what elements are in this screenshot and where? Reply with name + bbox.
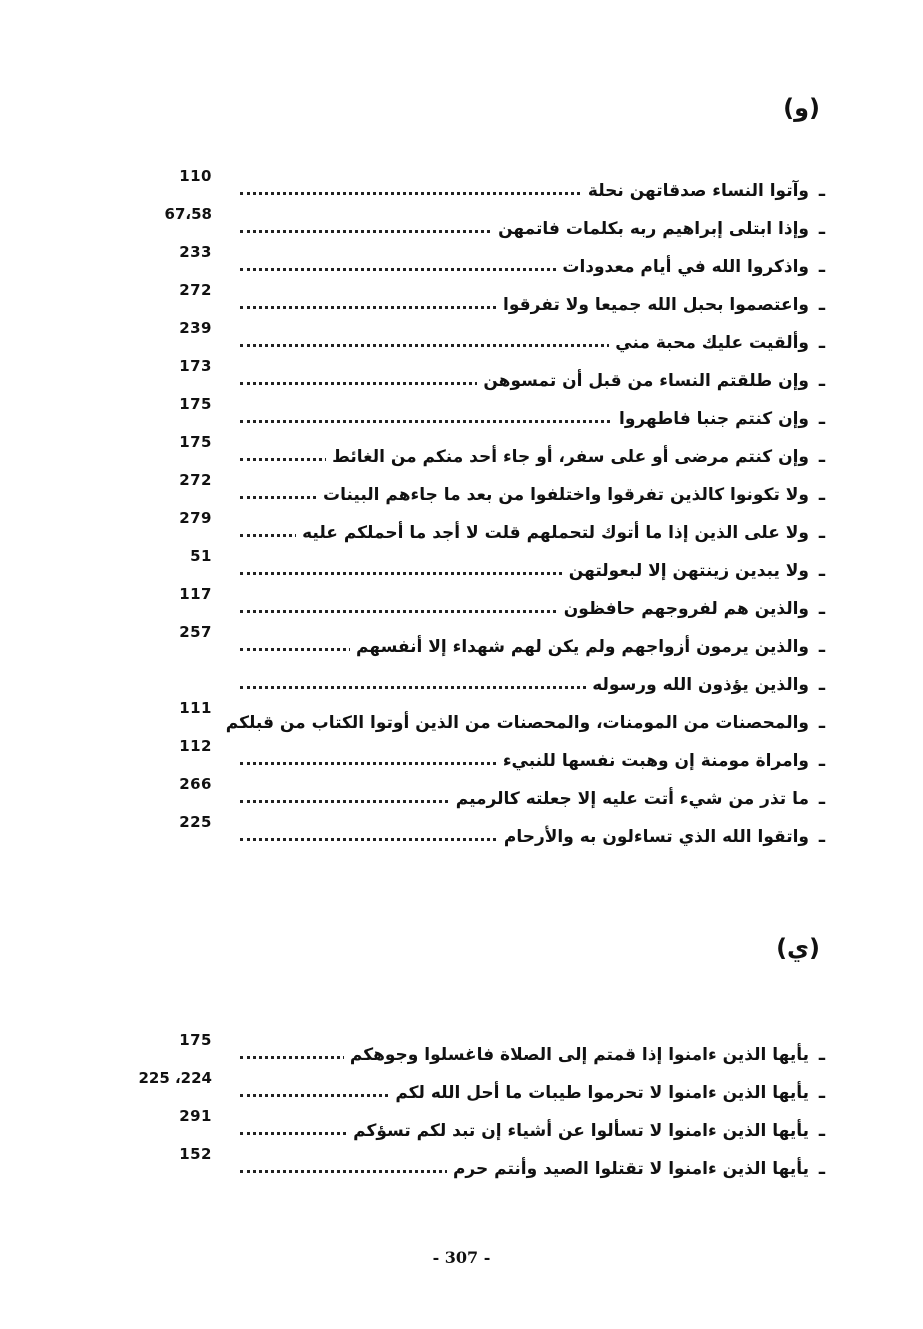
entry-text: ولا تكونوا كالذين تفرقوا واختلفوا من بعد ما جاءهم البينات [317, 480, 809, 510]
entry-bullet: ـ [818, 332, 825, 353]
index-entry [150, 509, 825, 556]
index-entry [150, 357, 825, 404]
entry-text: ولا يبدين زينتهن إلا لبعولتهن [563, 556, 809, 586]
entry-page-ref: 175 [179, 1031, 212, 1049]
index-entry [150, 281, 825, 328]
section-heading-ya: (ي) [776, 934, 820, 962]
entry-text: وإن طلقتم النساء من قبل أن تمسوهن [477, 366, 809, 396]
index-entry [150, 585, 825, 632]
entry-text: والذين يؤذون الله ورسوله [586, 670, 809, 700]
entry-text: ما تذر من شيء أتت عليه إلا جعلته كالرميم [450, 784, 809, 814]
index-entry [150, 471, 825, 518]
entry-bullet: ـ [818, 1120, 825, 1141]
index-entry [150, 243, 825, 290]
entry-page-ref: 266 [179, 775, 212, 793]
index-entry [150, 319, 825, 366]
entry-bullet: ـ [818, 1044, 825, 1065]
index-entry [150, 167, 825, 214]
entry-text: وامراة مومنة إن وهبت نفسها للنبيء [497, 746, 809, 776]
entry-page-ref: 272 [179, 471, 212, 489]
entry-text: وألقيت عليك محبة مني [609, 328, 809, 358]
entry-bullet: ـ [818, 1082, 825, 1103]
index-entry [138, 1069, 825, 1116]
index-entry [150, 670, 825, 708]
entry-page-ref: 225 [179, 813, 212, 831]
entry-page-ref: 239 [179, 319, 212, 337]
entry-bullet: ـ [818, 484, 825, 505]
entry-page-ref: 111 [179, 699, 212, 717]
entry-text: يأيها الذين ءامنوا لا تسألوا عن أشياء إن تبد لكم تسؤكم [347, 1116, 809, 1146]
index-entry [150, 1031, 825, 1078]
entry-text: وإن كنتم مرضى أو على سفر، أو جاء أحد منكم من الغائط [326, 442, 809, 472]
entry-text: واذكروا الله في أيام معدودات [556, 252, 809, 282]
entry-bullet: ـ [818, 408, 825, 429]
index-entry [150, 1145, 825, 1192]
entry-bullet: ـ [818, 218, 825, 239]
entry-text: يأيها الذين ءامنوا لا تحرموا طيبات ما أحل الله لكم [389, 1078, 809, 1108]
entry-text: وإذا ابتلى إبراهيم ربه بكلمات فاتمهن [492, 214, 809, 244]
entry-text: يأيها الذين ءامنوا لا تقتلوا الصيد وأنتم حرم [447, 1154, 809, 1184]
entry-bullet: ـ [818, 446, 825, 467]
entry-page-ref: 233 [179, 243, 212, 261]
entry-page-ref: 173 [179, 357, 212, 375]
entry-bullet: ـ [818, 826, 825, 847]
index-entry [150, 547, 825, 594]
entry-page-ref: 279 [179, 509, 212, 527]
entry-page-ref: 272 [179, 281, 212, 299]
entry-bullet: ـ [818, 750, 825, 771]
index-entry [150, 813, 825, 860]
entry-page-ref: 257 [179, 623, 212, 641]
entry-page-ref: 175 [179, 433, 212, 451]
entry-page-ref: 112 [179, 737, 212, 755]
index-entry [150, 395, 825, 442]
entry-page-ref: 67،58 [164, 205, 212, 223]
index-entry [150, 699, 825, 746]
entry-bullet: ـ [818, 788, 825, 809]
index-entry [150, 205, 825, 252]
entry-text: ولا على الذين إذا ما أتوك لتحملهم قلت لا أجد ما أحملكم عليه [296, 518, 809, 548]
index-entry [150, 775, 825, 822]
entry-page-ref: 152 [179, 1145, 212, 1163]
entry-text: والذين هم لفروجهم حافظون [558, 594, 809, 624]
entry-page-ref: 175 [179, 395, 212, 413]
entry-page-ref: 51 [190, 547, 212, 565]
entry-bullet: ـ [818, 598, 825, 619]
index-entry [150, 623, 825, 670]
entry-page-ref: 117 [179, 585, 212, 603]
entry-text: والمحصنات من المومنات، والمحصنات من الذين أوتوا الكتاب من قبلكم [220, 708, 809, 738]
entry-bullet: ـ [818, 636, 825, 657]
entry-page-ref: 291 [179, 1107, 212, 1125]
entry-text: وإن كنتم جنبا فاطهروا [613, 404, 809, 434]
entry-bullet: ـ [818, 712, 825, 733]
entry-bullet: ـ [818, 522, 825, 543]
entry-text: وآتوا النساء صدقاتهن نحلة [582, 176, 809, 206]
page-number: - 307 - [432, 1248, 491, 1267]
entry-text: واتقوا الله الذي تساءلون به والأرحام [498, 822, 809, 852]
entry-bullet: ـ [818, 180, 825, 201]
index-entry [150, 433, 825, 480]
section-heading-waw: (و) [783, 94, 820, 122]
entry-bullet: ـ [818, 674, 825, 695]
entry-text: يأيها الذين ءامنوا إذا قمتم إلى الصلاة فاغسلوا وجوهكم [344, 1040, 809, 1070]
entry-bullet: ـ [818, 370, 825, 391]
entry-page-ref: 110 [179, 167, 212, 185]
entry-text: والذين يرمون أزواجهم ولم يكن لهم شهداء إلا أنفسهم [350, 632, 809, 662]
entry-text: واعتصموا بحبل الله جميعا ولا تفرقوا [497, 290, 809, 320]
index-entry [150, 1107, 825, 1154]
entry-page-ref: 225 ،224 [138, 1069, 212, 1087]
entry-bullet: ـ [818, 294, 825, 315]
entry-bullet: ـ [818, 256, 825, 277]
index-entry [150, 737, 825, 784]
entry-bullet: ـ [818, 1158, 825, 1179]
entry-bullet: ـ [818, 560, 825, 581]
